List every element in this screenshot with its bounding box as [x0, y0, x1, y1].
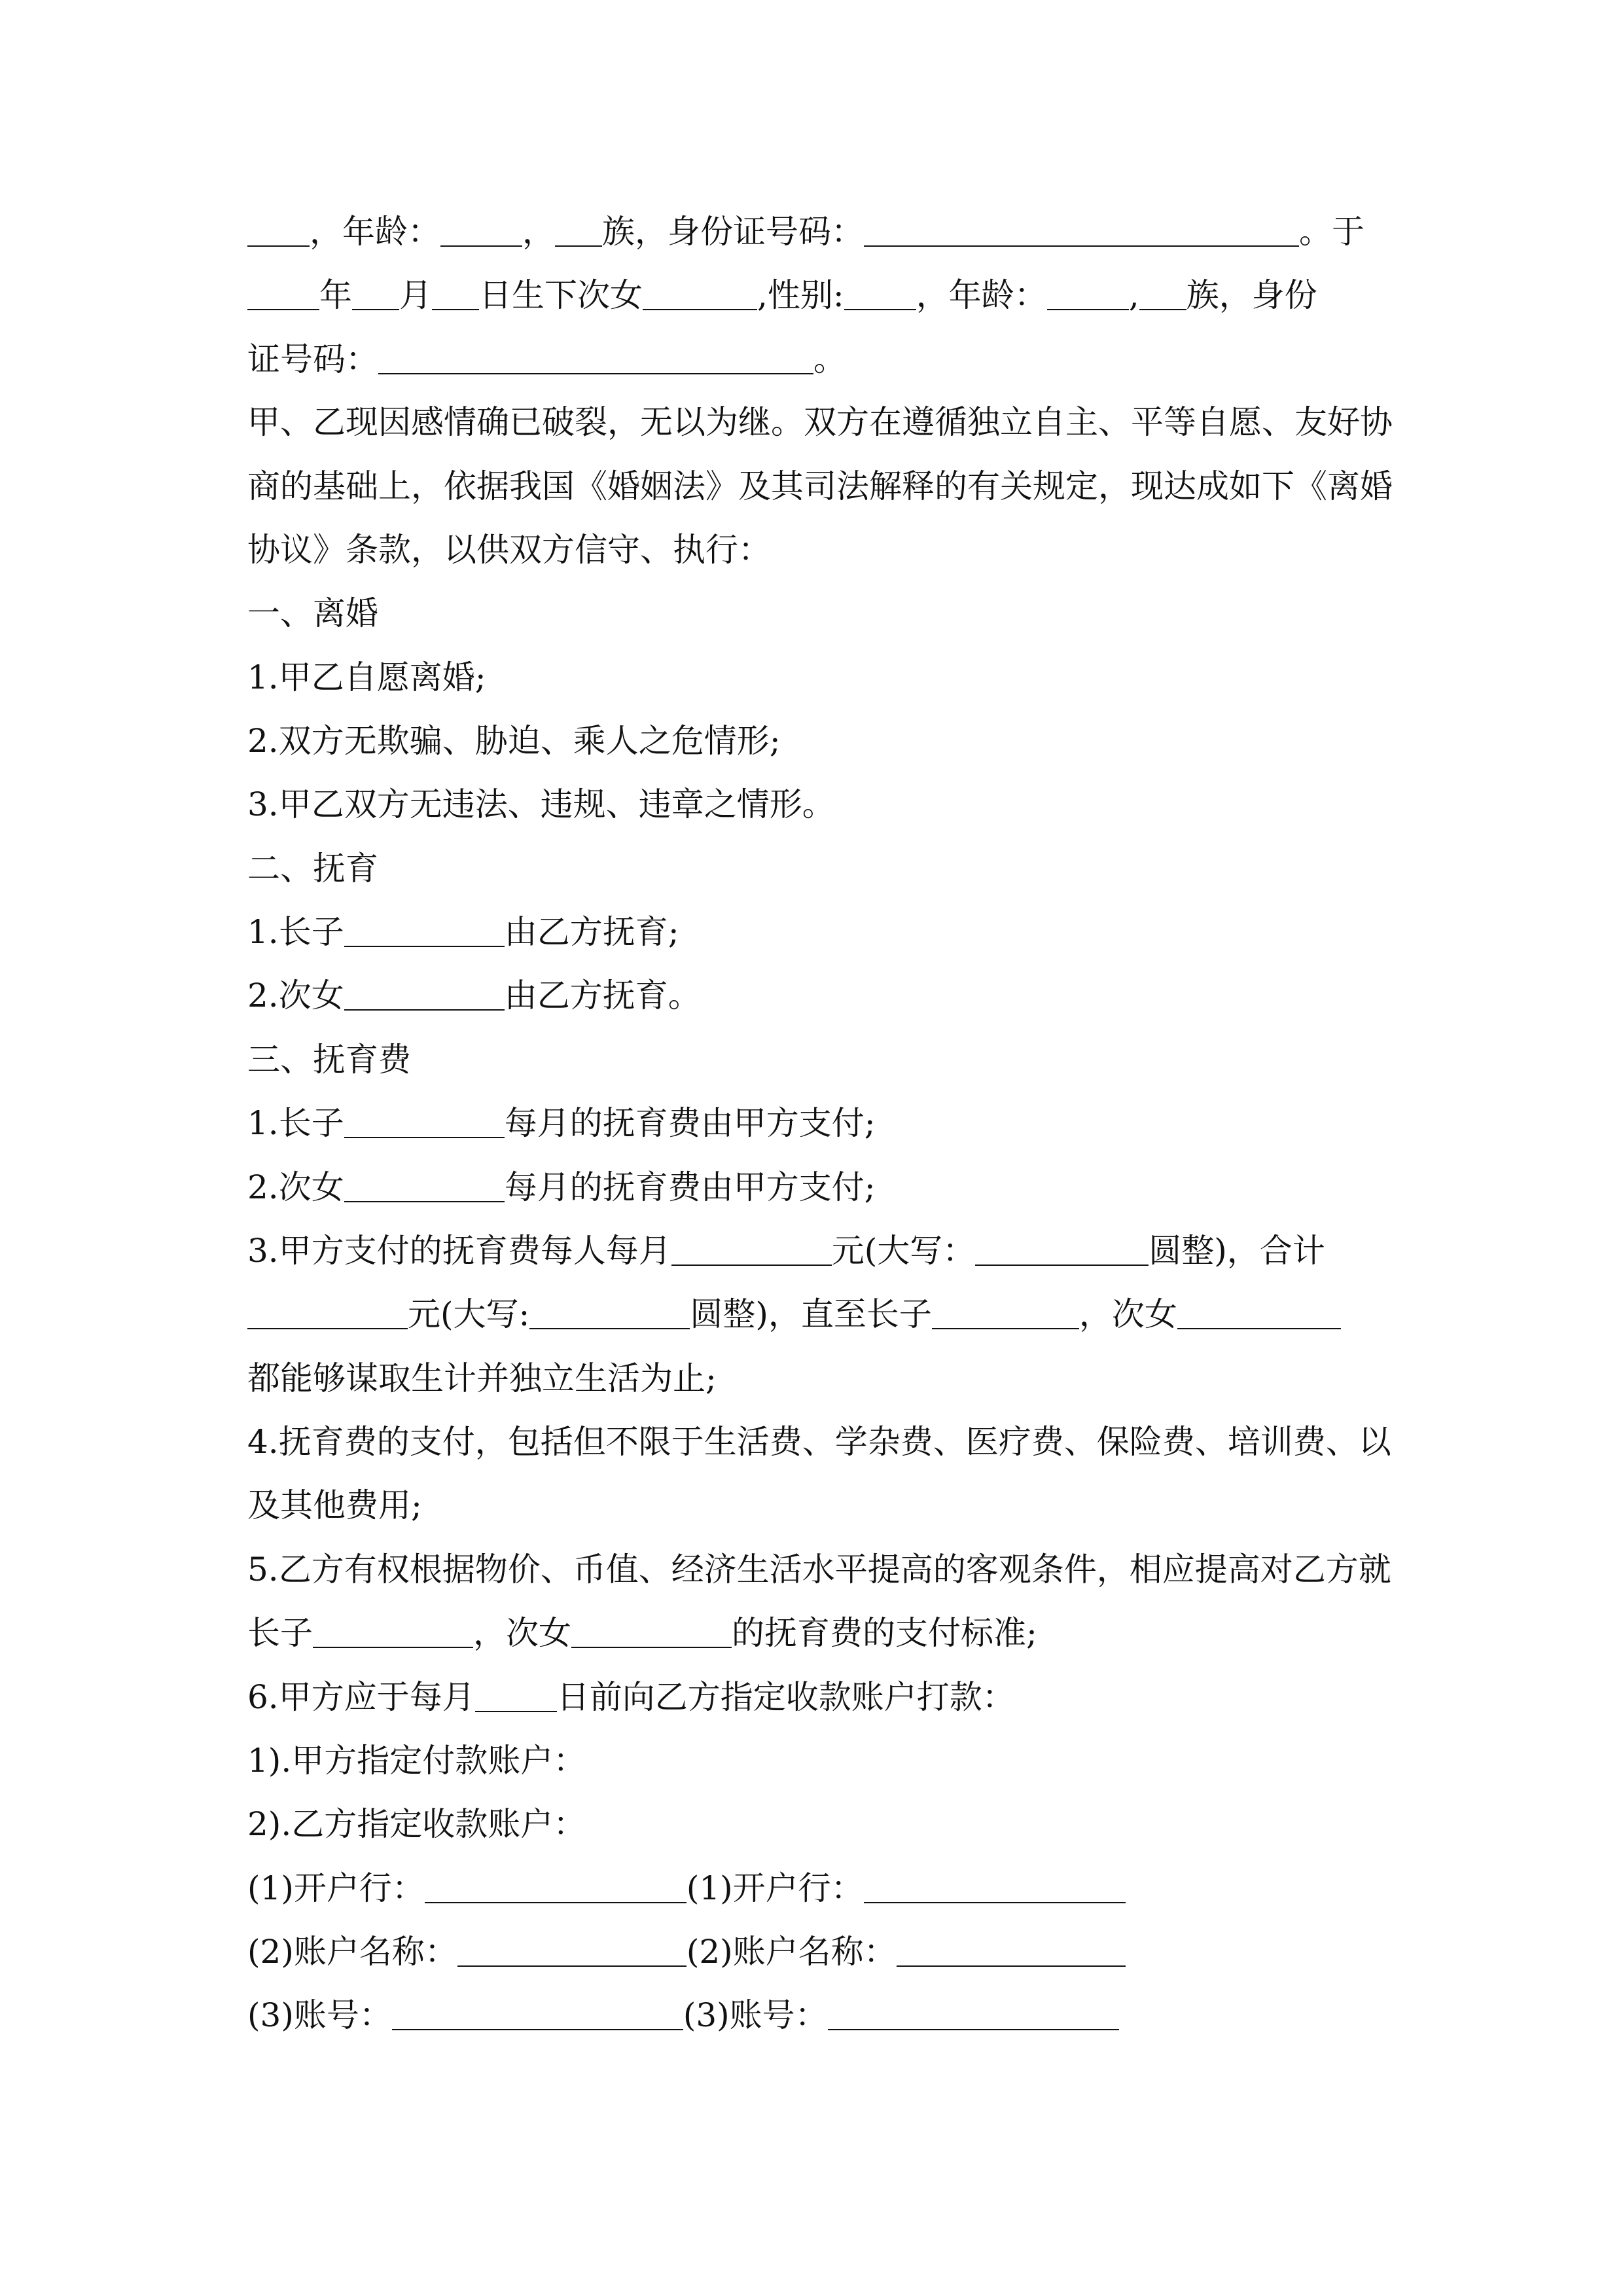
text: 圆整)，直至长子: [690, 1295, 932, 1333]
clause: 5.乙方有权根据物价、币值、经济生活水平提高的客观条件，相应提高对乙方就: [247, 1551, 1391, 1588]
paragraph-line: 甲、乙现因感情确已破裂，无以为继。双方在遵循独立自主、平等自愿、友好协: [247, 403, 1393, 441]
clause: [247, 1228, 1325, 1274]
section-heading: 二、抚育: [247, 850, 378, 888]
blank: [344, 977, 505, 1011]
blank: [897, 1933, 1126, 1967]
blank: [844, 276, 916, 310]
blank: [1177, 1295, 1341, 1329]
text: 的抚育费的支付标准;: [732, 1614, 1037, 1652]
blank: [932, 1295, 1079, 1329]
text: 6.甲方应于每月: [247, 1678, 475, 1716]
clause: [247, 1164, 876, 1210]
text: ，年龄：: [310, 213, 440, 251]
account-row-number: [247, 1992, 1119, 2038]
clause: 1).甲方指定付款账户：: [247, 1742, 586, 1780]
text: 每月的抚育费由甲方支付;: [504, 1168, 876, 1206]
blank: [313, 1614, 473, 1648]
text: 族，身份: [1186, 276, 1317, 314]
line-1: [247, 209, 1364, 255]
text: (3)账号：: [683, 1996, 828, 2034]
line-2: [247, 272, 1317, 318]
text: 日生下次女: [479, 276, 643, 314]
text: (1)开户行：: [247, 1869, 425, 1907]
paragraph-line: 商的基础上，依据我国《婚姻法》及其司法解释的有关规定，现达成如下《离婚: [247, 467, 1393, 505]
clause: 1.甲乙自愿离婚;: [247, 658, 486, 696]
text: 元(大写:: [408, 1295, 530, 1333]
text: 每月的抚育费由甲方支付;: [504, 1104, 876, 1142]
clause: [247, 1674, 1015, 1720]
account-row-bank: [247, 1865, 1126, 1911]
blank: [352, 276, 399, 310]
text: 长子: [247, 1614, 313, 1652]
text: 。: [813, 340, 846, 378]
blank: [864, 213, 1299, 247]
text: 日前向乙方指定收款账户打款：: [556, 1678, 1015, 1716]
text: (3)账号：: [247, 1996, 392, 2034]
text: 2.次女: [247, 1168, 344, 1206]
paragraph-line: 协议》条款，以供双方信守、执行：: [247, 531, 771, 569]
blank: [378, 340, 813, 374]
blank: [571, 1614, 732, 1648]
blank: [247, 213, 310, 247]
blank: [247, 1295, 408, 1329]
text: 族，身份证号码：: [602, 213, 864, 251]
blank: [344, 1104, 505, 1138]
clause: [247, 1291, 1341, 1337]
blank: [392, 1996, 683, 2030]
blank: [529, 1295, 690, 1329]
blank: [440, 213, 522, 247]
clause: 及其他费用;: [247, 1486, 422, 1524]
clause: [247, 1100, 876, 1146]
text: ,性别:: [757, 276, 844, 314]
blank: [828, 1996, 1119, 2030]
text: (1)开户行：: [686, 1869, 864, 1907]
text: 由乙方抚育;: [504, 913, 679, 951]
text: 1.长子: [247, 1104, 344, 1142]
blank: [671, 1232, 832, 1266]
blank: [975, 1232, 1149, 1266]
blank: [864, 1869, 1126, 1903]
text: 1.长子: [247, 913, 344, 951]
text: (2)账户名称：: [247, 1933, 457, 1971]
clause: 2).乙方指定收款账户：: [247, 1805, 586, 1843]
blank: [344, 1168, 505, 1202]
text: ，: [522, 213, 555, 251]
blank: [555, 213, 602, 247]
clause: 3.甲乙双方无违法、违规、违章之情形。: [247, 785, 835, 823]
clause: [247, 973, 701, 1018]
text: 月: [399, 276, 432, 314]
clause: [247, 909, 679, 955]
clause: [247, 1610, 1037, 1656]
blank: [643, 276, 757, 310]
clause: 2.双方无欺骗、胁迫、乘人之危情形;: [247, 722, 781, 760]
blank: [1139, 276, 1186, 310]
section-heading: 三、抚育费: [247, 1041, 411, 1079]
clause: 4.抚育费的支付，包括但不限于生活费、学杂费、医疗费、保险费、培训费、以: [247, 1423, 1391, 1461]
blank: [457, 1933, 687, 1967]
line-3: [247, 336, 846, 382]
text: 。于: [1299, 213, 1364, 251]
text: 由乙方抚育。: [504, 977, 701, 1014]
blank: [475, 1678, 557, 1712]
blank: [425, 1869, 687, 1903]
text: ，次女: [1079, 1295, 1177, 1333]
text: ，次女: [473, 1614, 571, 1652]
text: 证号码：: [247, 340, 378, 378]
blank: [1047, 276, 1129, 310]
blank: [344, 913, 505, 947]
text: 3.甲方支付的抚育费每人每月: [247, 1232, 671, 1270]
text: (2)账户名称：: [686, 1933, 897, 1971]
account-row-name: [247, 1929, 1126, 1975]
text: 2.次女: [247, 977, 344, 1014]
blank: [432, 276, 479, 310]
section-heading: 一、离婚: [247, 594, 378, 632]
clause: 都能够谋取生计并独立生活为止;: [247, 1359, 717, 1397]
text: ，年龄：: [916, 276, 1047, 314]
text: 圆整)，合计: [1149, 1232, 1325, 1270]
text: 年: [319, 276, 352, 314]
blank: [247, 276, 319, 310]
text: 元(大写：: [831, 1232, 976, 1270]
text: ,: [1128, 276, 1139, 314]
